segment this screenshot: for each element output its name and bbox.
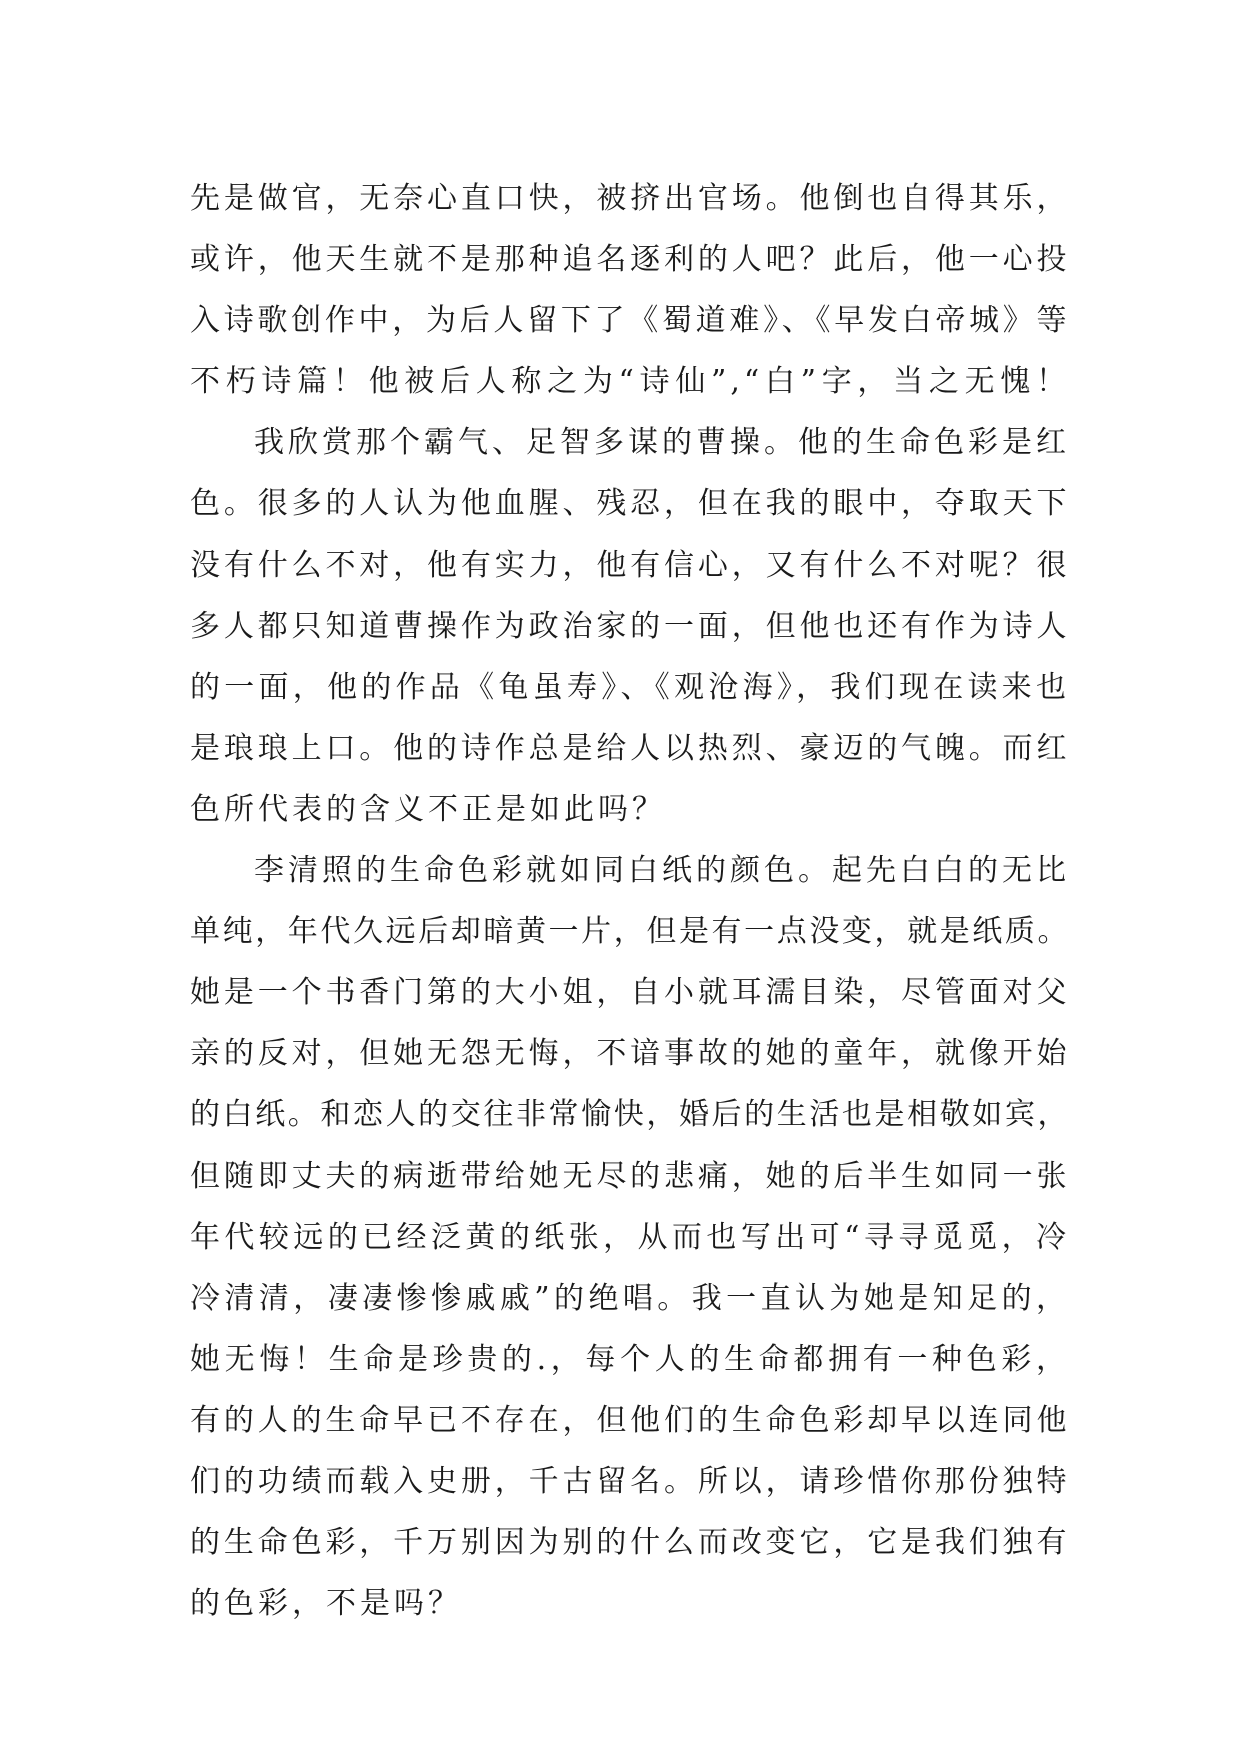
text-line: 她无悔！生命是珍贵的.，每个人的生命都拥有一种色彩， <box>190 1341 1070 1377</box>
text-line: 不朽诗篇！他被后人称之为“诗仙”,“白”字，当之无愧！ <box>190 364 1070 400</box>
text-line: 多人都只知道曹操作为政治家的一面，但他也还有作为诗人 <box>190 608 1070 644</box>
text-line: 她是一个书香门第的大小姐，自小就耳濡目染，尽管面对父 <box>190 975 1070 1011</box>
text-line: 冷清清，凄凄惨惨戚戚”的绝唱。我一直认为她是知足的， <box>190 1280 1070 1316</box>
text-line: 年代较远的已经泛黄的纸张，从而也写出可“寻寻觅觅，冷 <box>190 1219 1070 1255</box>
text-line: 们的功绩而载入史册，千古留名。所以，请珍惜你那份独特 <box>190 1463 1070 1499</box>
text-line: 色。很多的人认为他血腥、残忍，但在我的眼中，夺取天下 <box>190 486 1070 522</box>
text-line: 没有什么不对，他有实力，他有信心，又有什么不对呢？很 <box>190 547 1070 583</box>
text-line: 李清照的生命色彩就如同白纸的颜色。起先白白的无比 <box>254 853 1070 889</box>
text-line: 但随即丈夫的病逝带给她无尽的悲痛，她的后半生如同一张 <box>190 1158 1070 1194</box>
text-line: 的一面，他的作品《龟虽寿》、《观沧海》，我们现在读来也 <box>190 669 1070 705</box>
text-line: 亲的反对，但她无怨无悔，不谙事故的她的童年，就像开始 <box>190 1036 1070 1072</box>
text-line: 的色彩，不是吗？ <box>190 1586 462 1622</box>
text-line: 是琅琅上口。他的诗作总是给人以热烈、豪迈的气魄。而红 <box>190 730 1070 766</box>
essay-body <box>190 168 1070 1634</box>
text-line: 的生命色彩，千万别因为别的什么而改变它，它是我们独有 <box>190 1525 1070 1561</box>
text-line: 我欣赏那个霸气、足智多谋的曹操。他的生命色彩是红 <box>254 425 1070 461</box>
text-line: 或许，他天生就不是那种追名逐利的人吧？此后，他一心投 <box>190 242 1070 278</box>
text-line: 的白纸。和恋人的交往非常愉快，婚后的生活也是相敬如宾， <box>190 1097 1070 1133</box>
text-line: 入诗歌创作中，为后人留下了《蜀道难》、《早发白帝城》等 <box>190 303 1070 339</box>
text-line: 先是做官，无奈心直口快，被挤出官场。他倒也自得其乐， <box>190 181 1070 216</box>
text-line: 单纯，年代久远后却暗黄一片，但是有一点没变，就是纸质。 <box>190 914 1070 950</box>
text-line: 色所代表的含义不正是如此吗？ <box>190 791 666 827</box>
text-line: 有的人的生命早已不存在，但他们的生命色彩却早以连同他 <box>190 1402 1070 1438</box>
